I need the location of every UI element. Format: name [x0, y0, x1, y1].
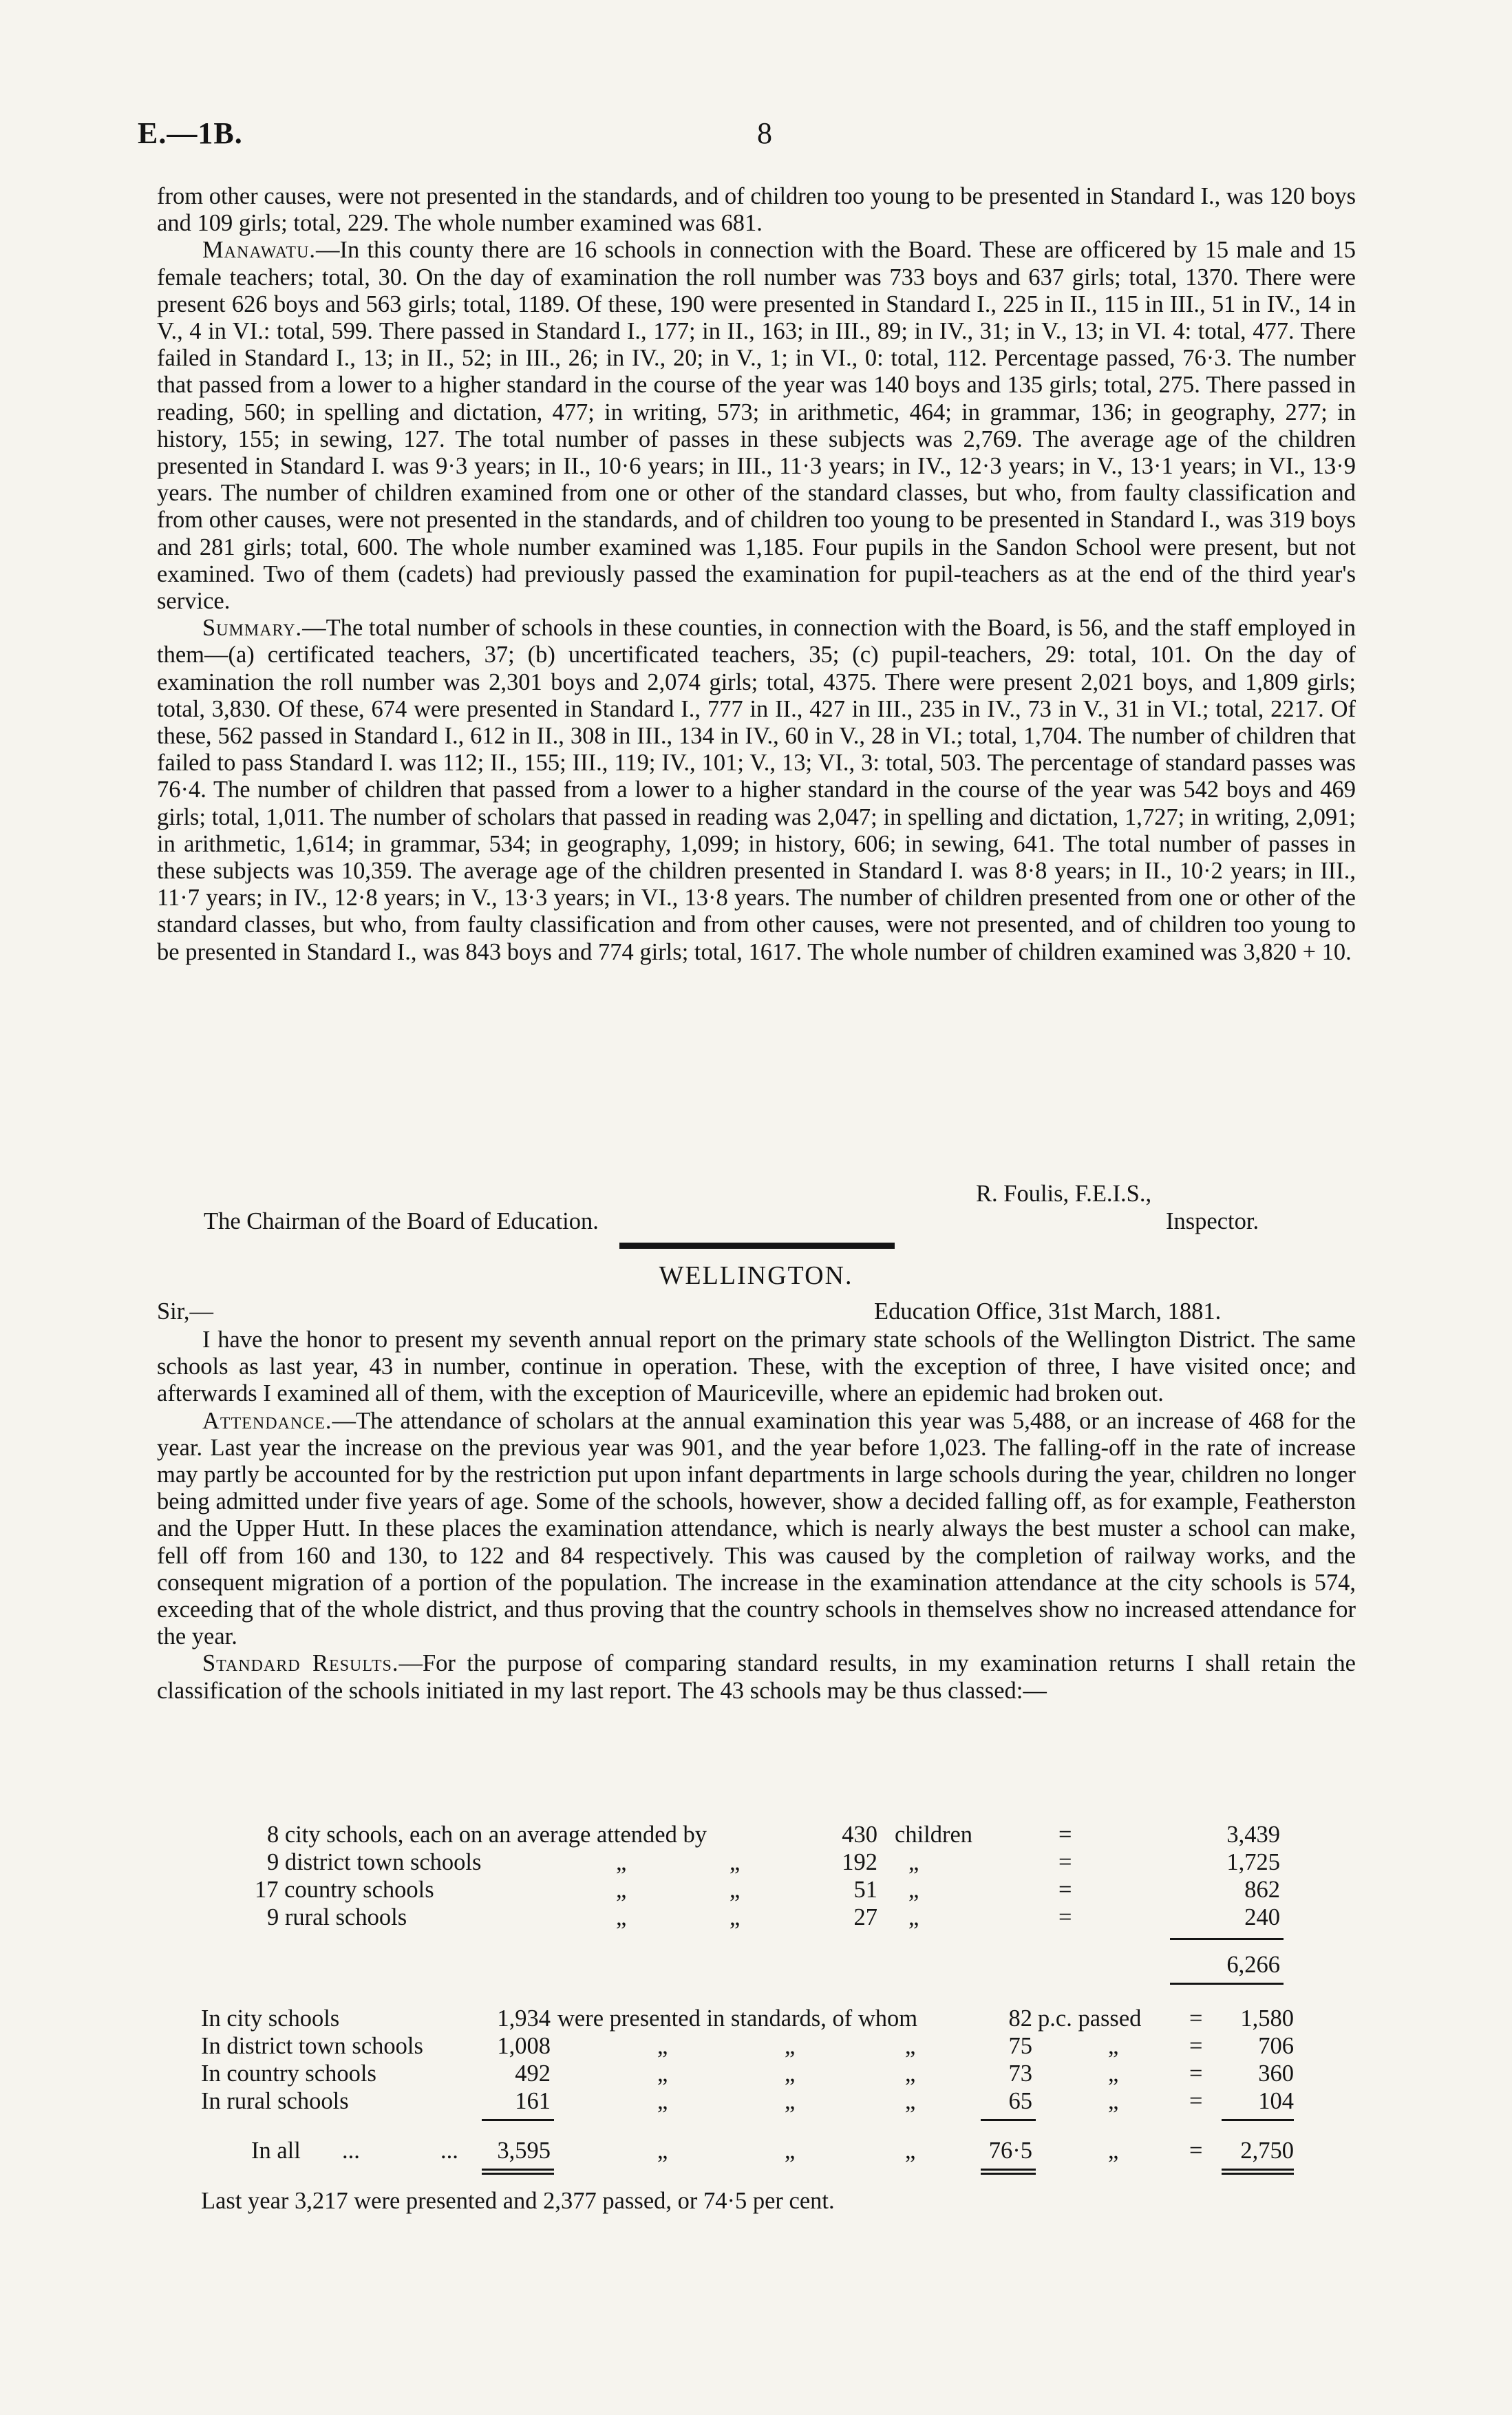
ditto-mark: „ [616, 1877, 627, 1903]
manawatu-heading: Manawatu. [202, 237, 317, 264]
ditto-mark: „ [905, 2033, 916, 2059]
body-text-top [157, 183, 1356, 966]
last-year-note: Last year 3,217 were presented and 2,377 passed, or 74·5 per cent. [201, 2188, 835, 2214]
pass-presented: 161 [515, 2088, 551, 2114]
attendance-text: —The attendance of scholars at the annual examination this year was 5,488, or an increase of 468 for the year. Last year the increase on the previous year was 901, and the year before 1,023. The falling-off in the rate of increase may partly be accounted for by the restriction put upon infant departments in large schools during the year, children no longer being admitted under five years of age. Some of the schools, however, show a decided falling off, as for example, Featherston and the Upper Hutt. In these places the examination attendance, which is nearly always the best muster a school can make, fell off from 160 and 130, to 122 and 84 respectively. This was caused by the completion of railway works, and the consequent migration of a portion of the population. The increase in the examination attendance at the city schools is 574, exceeding that of the whole district, and thus proving that the country schools in themselves show no increased attendance for the year. [157, 1407, 1356, 1650]
ditto-mark: „ [730, 1877, 741, 1903]
ditto-mark: „ [905, 2138, 916, 2164]
pass-percent: 65 [1008, 2088, 1032, 2114]
ditto-mark: „ [657, 2060, 668, 2087]
class-avg: 430 [842, 1822, 877, 1848]
standard-heading: Standard Results. [202, 1650, 399, 1677]
section-divider [619, 1243, 895, 1249]
pass-percent: 73 [1008, 2060, 1032, 2087]
leader-dots: ... [342, 2138, 360, 2164]
pass-passed: 706 [1258, 2033, 1294, 2059]
ditto-mark: „ [657, 2138, 668, 2164]
class-grand-total: 6,266 [1226, 1952, 1280, 1978]
class-avg: 51 [853, 1877, 877, 1903]
sum-rule [1222, 2119, 1294, 2121]
summary-paragraph [157, 615, 1356, 966]
class-total: 240 [1244, 1904, 1280, 1930]
class-row-city [267, 1822, 707, 1848]
ditto-mark: „ [908, 1849, 919, 1875]
pass-eq: = [1189, 2033, 1203, 2059]
ditto-mark: „ [785, 2088, 796, 2114]
ditto-mark: „ [785, 2060, 796, 2087]
class-avg: 192 [842, 1849, 877, 1875]
pass-label: In city schools [201, 2005, 340, 2032]
attendance-paragraph [157, 1408, 1356, 1651]
sum-rule [482, 2119, 554, 2121]
pass-eq: = [1189, 2088, 1203, 2114]
manawatu-text: —In this county there are 16 schools in connection with the Board. These are officered by 15 male and 15 female teachers; total, 30. On the day of examination the roll number was 733 boys and 637 girls; total, 1370. There were present 626 boys and 563 girls; total, 1189. Of these, 190 were presented in Standard I., 225 in II., 115 in III., 51 in IV., 14 in V., 4 in VI.: total, 599. There passed in Standard I., 177; in II., 163; in III., 89; in IV., 31; in V., 13; in VI. 4: total, 477. There failed in Standard I., 13; in II., 52; in III., 26; in IV., 20; in V., 1; in VI., 0: total, 112. Percentage passed, 76·3. The number that passed from a lower to a higher standard in the course of the year was 140 boys and 135 girls; total, 275. There passed in reading, 560; in spelling and dictation, 477; in writing, 573; in arithmetic, 464; in grammar, 136; in geography, 277; in history, 155; in sewing, 127. The total number of passes in these subjects was 2,769. The average age of the children presented in Standard I. was 9·3 years; in II., 10·6 years; in III., 11·3 years; in IV., 12·3 years; in V., 13·1 years; in VI., 13·9 years. The number of children examined from one or other of the standard classes, but who, from faulty classification and from other causes, were not presented in the standards, and of children too young to be presented in Standard I., was 319 boys and 281 girls; total, 600. The whole number examined was 1,185. Four pupils in the Sandon School were present, but not examined. Two of them (cadets) had previously passed the examination for pupil-teachers as at the end of the third year's service. [157, 237, 1356, 615]
signer-name: R. Foulis, F.E.I.S., [976, 1181, 1152, 1207]
ditto-mark: „ [905, 2060, 916, 2087]
ditto-mark: „ [1108, 2033, 1119, 2059]
total-presented: 3,595 [497, 2138, 551, 2164]
pass-presented: 492 [515, 2060, 551, 2087]
ditto-mark: „ [616, 1904, 627, 1930]
attendance-heading: Attendance. [202, 1407, 332, 1434]
ditto-mark: „ [730, 1904, 741, 1930]
sum-rule [482, 2169, 554, 2171]
pass-pc: p.c. passed [1038, 2005, 1142, 2032]
class-total: 3,439 [1226, 1822, 1280, 1848]
class-avg: 27 [853, 1904, 877, 1930]
sum-rule [1170, 1938, 1284, 1940]
class-label: 9 rural schools [267, 1904, 407, 1930]
intro-paragraph: from other causes, were not presented in the standards, and of children too young to be presented in Standard I., was 120 boys and 109 girls; total, 229. The whole number examined was 681. [157, 183, 1356, 237]
class-total: 862 [1244, 1877, 1280, 1903]
signer-role: Inspector. [1166, 1208, 1259, 1234]
pass-passed: 1,580 [1240, 2005, 1294, 2032]
total-label: In all [251, 2138, 301, 2164]
class-eq: = [1058, 1849, 1072, 1875]
standard-text: —For the purpose of comparing standard results, in my examination returns I shall retain the classification of the schools initiated in my last report. The 43 schools may be thus classed:— [157, 1650, 1356, 1704]
pass-percent: 82 [1008, 2005, 1032, 2032]
addressee: The Chairman of the Board of Education. [204, 1208, 599, 1234]
pass-eq: = [1189, 2138, 1203, 2164]
leader-dots: ... [440, 2138, 458, 2164]
class-eq: = [1058, 1822, 1072, 1848]
class-eq: = [1058, 1904, 1072, 1930]
sum-rule [482, 2173, 554, 2175]
ditto-mark: „ [908, 1877, 919, 1903]
report-code: E.—1B. [138, 116, 243, 150]
ditto-mark: „ [657, 2088, 668, 2114]
pass-eq: = [1189, 2060, 1203, 2087]
pass-presented: 1,934 [497, 2005, 551, 2032]
salutation: Sir,— [157, 1298, 214, 1325]
dateline: Education Office, 31st March, 1881. [874, 1298, 1222, 1325]
manawatu-paragraph [157, 237, 1356, 615]
body-text-wellington [157, 1327, 1356, 1705]
sum-rule [981, 2119, 1036, 2121]
ditto-mark: „ [1108, 2060, 1119, 2087]
ditto-mark: „ [908, 1904, 919, 1930]
ditto-mark: „ [616, 1849, 627, 1875]
ditto-mark: „ [785, 2138, 796, 2164]
class-total: 1,725 [1226, 1849, 1280, 1875]
total-passed: 2,750 [1240, 2138, 1294, 2164]
ditto-mark: „ [1108, 2088, 1119, 2114]
class-label: 8 city schools, each on an average attended by [267, 1822, 707, 1848]
wellington-intro: I have the honor to present my seventh annual report on the primary state schools of the Wellington District. The same schools as last year, 43 in number, continue in operation. These, with the exception of three, I have visited once; and afterwards I examined all of them, with the exception of Mauriceville, where an epidemic had broken out. [157, 1327, 1356, 1407]
pass-label: In country schools [201, 2060, 376, 2087]
pass-passed: 360 [1258, 2060, 1294, 2087]
standard-paragraph [157, 1650, 1356, 1704]
class-label: 9 district town schools [267, 1849, 482, 1875]
pass-eq: = [1189, 2005, 1203, 2032]
class-unit: children [895, 1822, 973, 1848]
pass-passed: 104 [1258, 2088, 1294, 2114]
pass-percent: 75 [1008, 2033, 1032, 2059]
sum-rule [1222, 2173, 1294, 2175]
ditto-mark: „ [1108, 2138, 1119, 2164]
sum-rule [981, 2173, 1036, 2175]
pass-label: In district town schools [201, 2033, 423, 2059]
ditto-mark: „ [657, 2033, 668, 2059]
ditto-mark: „ [905, 2088, 916, 2114]
sum-rule [1170, 1983, 1284, 1985]
summary-text: —The total number of schools in these counties, in connection with the Board, is 56, and the staff employed in them—(a) certificated teachers, 37; (b) uncertificated teachers, 35; (c) pupil-teachers, 29: total, 101. On the day of examination the roll number was 2,301 boys and 2,074 girls; total, 4375. There were present 2,021 boys, and 1,809 girls; total, 3,830. Of these, 674 were presented in Standard I., 777 in II., 427 in III., 235 in IV., 73 in V., 31 in VI.; total, 2217. Of these, 562 passed in Standard I., 612 in II., 308 in III., 134 in IV., 60 in V., 28 in VI.; total, 1,704. The number of children that failed to pass Standard I. was 112; II., 155; III., 119; IV., 101; V., 13; VI., 3: total, 503. The percentage of standard passes was 76·4. The number of children that passed from a lower to a higher standard in the course of the year was 542 boys and 469 girls; total, 1,011. The number of scholars that passed in reading was 2,047; in spelling and dictation, 1,727; in writing, 2,091; in arithmetic, 1,614; in grammar, 534; in geography, 1,099; in history, 606; in sewing, 641. The total number of passes in these subjects was 10,359. The average age of the children presented in Standard I. was 8·8 years; in II., 10·2 years; in III., 11·7 years; in IV., 12·8 years; in V., 13·3 years; in VI., 13·8 years. The number of children presented from one or other of the standard classes, but who, from faulty classification and from other causes, were not presented, and of children too young to be presented in Standard I., was 843 boys and 774 girls; total, 1617. The whole number of children examined was 3,820 + 10. [157, 615, 1356, 965]
pass-label: In rural schools [201, 2088, 349, 2114]
total-percent: 76·5 [988, 2138, 1032, 2164]
sum-rule [1222, 2169, 1294, 2171]
class-label: 17 country schools [255, 1877, 434, 1903]
page-number: 8 [757, 116, 772, 150]
class-eq: = [1058, 1877, 1072, 1903]
summary-heading: Summary. [202, 615, 303, 642]
pass-mid-text: were presented in standards, of whom [557, 2005, 918, 2032]
pass-presented: 1,008 [497, 2033, 551, 2059]
sum-rule [981, 2169, 1036, 2171]
ditto-mark: „ [785, 2033, 796, 2059]
section-title: WELLINGTON. [659, 1261, 853, 1290]
ditto-mark: „ [730, 1849, 741, 1875]
